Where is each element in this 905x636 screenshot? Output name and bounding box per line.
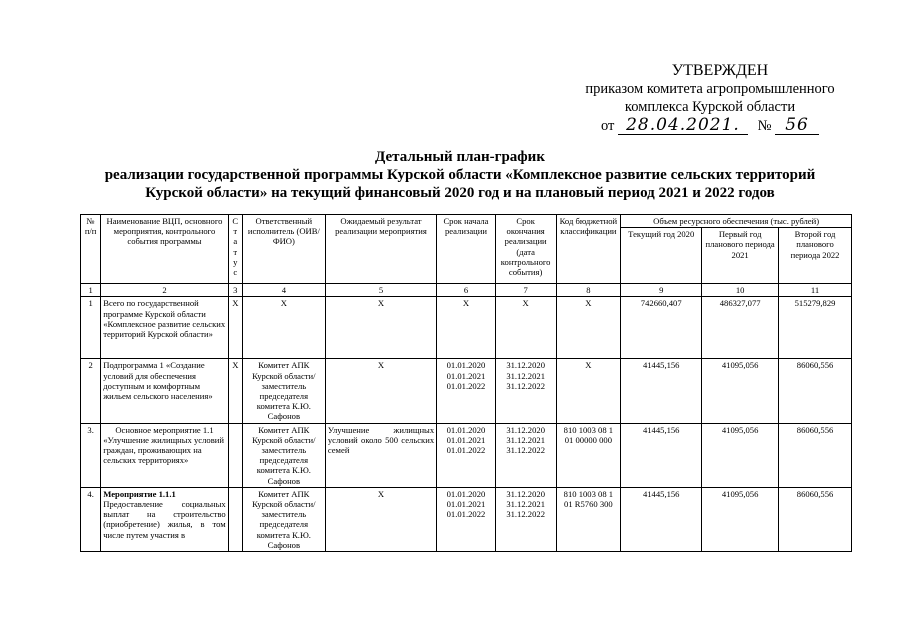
row-value-2020: 41445,156 (621, 487, 702, 551)
row-start: 01.01.2020 01.01.2021 01.01.2022 (437, 487, 496, 551)
table-row (81, 297, 852, 359)
row-name-text: Предоставление социальных выплат на строительство (приобретение) жилья, в том числе путем участия в (103, 499, 226, 540)
row-responsible: Комитет АПК Курской области/заместитель председателя комитета К.Ю. Сафонов (242, 423, 325, 487)
row-value-2020: 41445,156 (621, 423, 702, 487)
column-number: 4 (242, 284, 325, 297)
approval-block (560, 62, 860, 135)
row-name (101, 423, 228, 487)
column-number: 9 (621, 284, 702, 297)
column-number-row (81, 284, 852, 297)
column-number: 1 (81, 284, 101, 297)
column-number: 7 (495, 284, 556, 297)
header-num: № п/п (81, 215, 101, 284)
row-status: Х (228, 359, 242, 423)
row-name: Всего по государственной программе Курской области «Комплексное развитие сельских территорий Курской области» (101, 297, 228, 359)
header-name: Наименование ВЦП, основного мероприятия, контрольного события программы (101, 215, 228, 284)
row-code: Х (556, 297, 621, 359)
row-start: 01.01.2020 01.01.2021 01.01.2022 (437, 359, 496, 423)
column-number: 5 (325, 284, 436, 297)
document-title-line-2: реализации государственной программы Курской области «Комплексное развитие сельских территорий (104, 167, 816, 183)
table-row (81, 423, 852, 487)
row-num: 3. (81, 423, 101, 487)
header-2021: Первый год планового периода 2021 (702, 228, 779, 284)
row-start: 01.01.2020 01.01.2021 01.01.2022 (437, 423, 496, 487)
row-responsible: Комитет АПК Курской области/заместитель председателя комитета К.Ю. Сафонов (242, 359, 325, 423)
row-num: 1 (81, 297, 101, 359)
column-number: 10 (702, 284, 779, 297)
table-row (81, 487, 852, 551)
row-status (228, 423, 242, 487)
row-value-2022: 86060,556 (779, 423, 852, 487)
row-name-text: «Улучшение жилищных условий граждан, проживающих на сельских территориях» (103, 434, 224, 466)
row-name-title: Основное мероприятие 1.1 (115, 424, 214, 435)
header-responsible: Ответственный исполнитель (ОИВ/ФИО) (242, 215, 325, 284)
row-start: Х (437, 297, 496, 359)
header-start: Срок начала реализации (437, 215, 496, 284)
row-code: Х (556, 359, 621, 423)
row-value-2020: 742660,407 (621, 297, 702, 359)
row-end: 31.12.2020 31.12.2021 31.12.2022 (495, 487, 556, 551)
row-end: 31.12.2020 31.12.2021 31.12.2022 (495, 359, 556, 423)
approval-title: УТВЕРЖДЕН (671, 62, 769, 79)
column-number: 8 (556, 284, 621, 297)
row-name: Подпрограмма 1 «Создание условий для обеспечения доступным и комфортным жильем сельского населения» (101, 359, 228, 423)
row-value-2021: 41095,056 (702, 359, 779, 423)
approval-number: 56 (775, 116, 819, 135)
row-result: Х (325, 487, 436, 551)
row-code: 810 1003 08 1 01 R5760 300 (556, 487, 621, 551)
header-row-1 (81, 215, 852, 228)
row-value-2021: 41095,056 (702, 423, 779, 487)
row-status: Х (228, 297, 242, 359)
approval-line-1: приказом комитета агропромышленного (585, 81, 835, 97)
row-end: 31.12.2020 31.12.2021 31.12.2022 (495, 423, 556, 487)
column-number: 2 (101, 284, 228, 297)
row-num: 4. (81, 487, 101, 551)
row-num: 2 (81, 359, 101, 423)
approval-from-label: от (600, 118, 615, 134)
row-status (228, 487, 242, 551)
column-number: 11 (779, 284, 852, 297)
row-value-2022: 86060,556 (779, 359, 852, 423)
row-value-2020: 41445,156 (621, 359, 702, 423)
table-row (81, 359, 852, 423)
row-result: Улучшение жилищных условий около 500 сельских семей (325, 423, 436, 487)
approval-line-2: комплекса Курской области (624, 99, 796, 115)
header-funding: Объем ресурсного обеспечения (тыс. рублей) (621, 215, 852, 228)
row-name (101, 487, 228, 551)
row-value-2022: 515279,829 (779, 297, 852, 359)
header-2020: Текущий год 2020 (621, 228, 702, 284)
row-value-2022: 86060,556 (779, 487, 852, 551)
document-title (60, 148, 860, 202)
approval-date-line (560, 116, 860, 135)
row-result: Х (325, 359, 436, 423)
row-end: Х (495, 297, 556, 359)
plan-table (80, 214, 852, 552)
header-result: Ожидаемый результат реализации мероприятия (325, 215, 436, 284)
document-title-line-1: Детальный план-график (375, 149, 545, 165)
row-name-title: Мероприятие 1.1.1 (103, 488, 176, 499)
column-number: 3 (228, 284, 242, 297)
row-result: Х (325, 297, 436, 359)
row-responsible: Комитет АПК Курской области/заместитель председателя комитета К.Ю. Сафонов (242, 487, 325, 551)
header-2022: Второй год планового периода 2022 (779, 228, 852, 284)
row-value-2021: 486327,077 (702, 297, 779, 359)
header-code: Код бюджетной классификации (556, 215, 621, 284)
row-code: 810 1003 08 1 01 00000 000 (556, 423, 621, 487)
header-end: Срок окончания реализации (дата контрольного события) (495, 215, 556, 284)
header-status: С т а т у с (228, 215, 242, 284)
row-value-2021: 41095,056 (702, 487, 779, 551)
approval-date: 28.04.2021. (618, 116, 748, 135)
column-number: 6 (437, 284, 496, 297)
row-responsible: Х (242, 297, 325, 359)
approval-number-label: № (757, 118, 772, 134)
document-title-line-3: Курской области» на текущий финансовый 2020 год и на плановый период 2021 и 2022 годов (145, 185, 775, 201)
